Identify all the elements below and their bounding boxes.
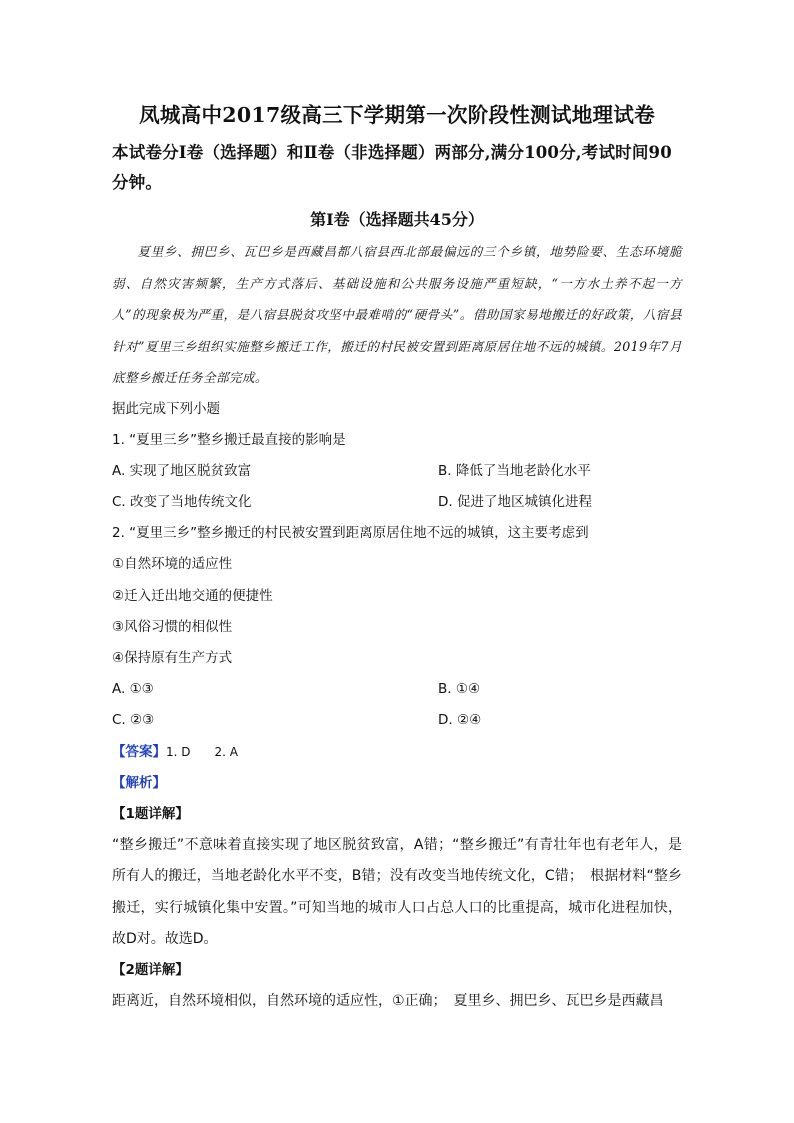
question-1-stem: 1. “夏里三乡”整乡搬迁最直接的影响是 (112, 431, 346, 448)
question-2-item-3: ③风俗习惯的相似性 (112, 618, 233, 635)
answer-line (112, 737, 682, 768)
detail-2-tag: 【2题详解】 (112, 961, 189, 978)
question-2-item-2: ②迁入迁出地交通的便捷性 (112, 587, 273, 604)
question-1-option-b[interactable]: B. 降低了当地老龄化水平 (438, 462, 591, 479)
question-1-option-a[interactable]: A. 实现了地区脱贫致富 (112, 462, 252, 479)
question-1-options-row-1 (112, 456, 682, 487)
question-2-option-a[interactable]: A. ①③ (112, 681, 154, 698)
question-2-item-1: ①自然环境的适应性 (112, 556, 233, 573)
question-2-option-d[interactable]: D. ②④ (438, 712, 482, 729)
question-2-option-b[interactable]: B. ①④ (438, 681, 481, 698)
answer-values: 1. D 2. A (166, 744, 238, 759)
question-1-option-c[interactable]: C. 改变了当地传统文化 (112, 494, 252, 511)
exam-instructions: 本试卷分Ⅰ卷（选择题）和Ⅱ卷（非选择题）两部分,满分100分,考试时间90分钟。 (112, 143, 672, 192)
question-1-options-row-2 (112, 487, 682, 518)
question-2-options-row-2 (112, 705, 682, 736)
detail-1-text: “整乡搬迁”不意味着直接实现了地区脱贫致富，A错；“整乡搬迁”有青壮年也有老年人，是所有人的搬迁，当地老龄化水平不变，B错；没有改变当地传统文化，C错； 根据材料“整乡搬迁，实行城镇化集中安置。”可知当地的城市人口占总人口的比重提高，城市化进程加快，故D对。故选D。 (112, 837, 682, 947)
question-1-option-d[interactable]: D. 促进了地区城镇化进程 (438, 494, 592, 511)
detail-1-tag: 【1题详解】 (112, 805, 189, 822)
question-2-options-row-1 (112, 674, 682, 705)
page-title: 凤城高中2017级高三下学期第一次阶段性测试地理试卷 (139, 103, 655, 127)
question-2-item-4: ④保持原有生产方式 (112, 650, 233, 666)
question-2-stem: 2. “夏里三乡”整乡搬迁的村民被安置到距离原居住地不远的城镇，这主要考虑到 (112, 525, 589, 542)
reading-material: 夏里乡、拥巴乡、瓦巴乡是西藏昌都八宿县西北部最偏远的三个乡镇，地势险要、生态环境脆弱、自然灾害频繁，生产方式落后、基础设施和公共服务设施严重短缺，“一方水土养不起一方人”的现象极为严重，是八宿县脱贫攻坚中最难啃的“硬骨头”。借助国家易地搬迁的好政策，八宿县针对”夏里三乡组织实施整乡搬迁工作，搬迁的村民被安置到距离原居住地不远的城镇。2019年7月底整乡搬迁任务全部完成。 (112, 244, 682, 385)
analysis-label: 【解析】 (112, 774, 166, 791)
answer-tag: 【答案】 (112, 743, 166, 760)
detail-2-text: 距离近，自然环境相似，自然环境的适应性，①正确； 夏里乡、拥巴乡、瓦巴乡是西藏昌 (112, 993, 664, 1010)
analysis-tag (112, 768, 682, 799)
section-title: 第Ⅰ卷（选择题共45分） (310, 210, 484, 229)
question-instruction: 据此完成下列小题 (112, 400, 220, 417)
question-2-option-c[interactable]: C. ②③ (112, 712, 155, 729)
